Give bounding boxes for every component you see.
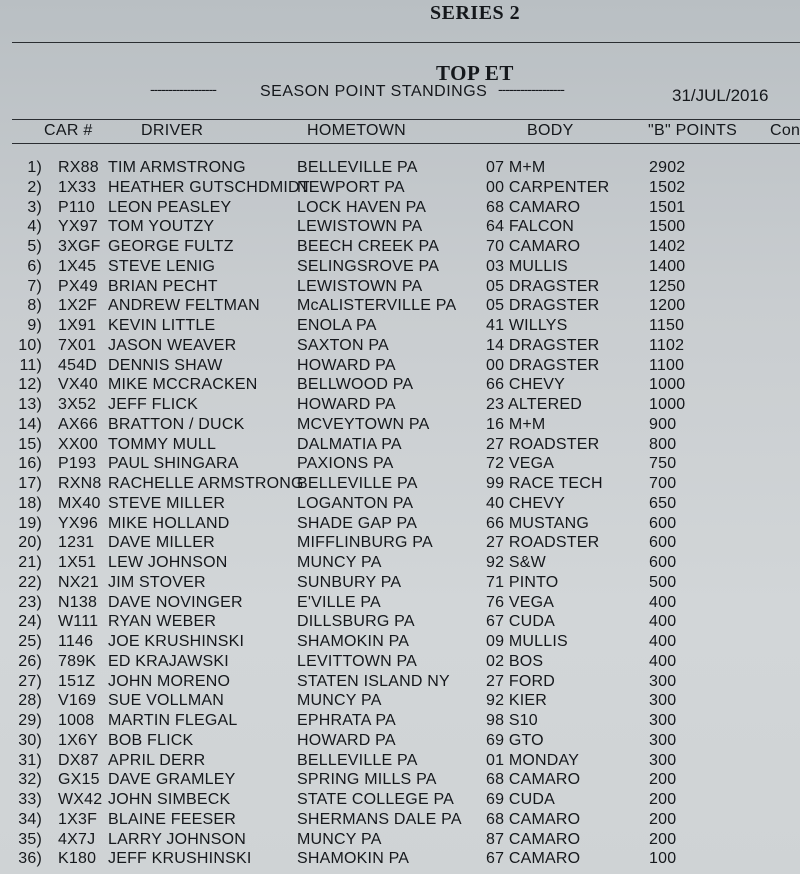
row-rank: 28)	[18, 692, 42, 710]
table-row	[0, 436, 800, 456]
row-hometown: E'VILLE PA	[297, 593, 381, 611]
row-rank: 12)	[18, 376, 42, 394]
page-subtitle: SEASON POINT STANDINGS	[260, 83, 488, 100]
row-body: 72 VEGA	[486, 455, 555, 473]
column-header-points: "B" POINTS	[648, 122, 738, 139]
row-car-number: YX96	[58, 514, 98, 532]
row-points: 1200	[649, 297, 686, 315]
header-divider-bottom	[12, 143, 800, 144]
table-row	[0, 297, 800, 317]
row-points: 300	[649, 731, 677, 749]
table-row	[0, 613, 800, 633]
row-driver: DAVE GRAMLEY	[108, 771, 236, 789]
row-body: 40 CHEVY	[486, 494, 565, 512]
series-heading: SERIES 2	[430, 2, 521, 24]
table-row	[0, 791, 800, 811]
row-rank: 7)	[27, 277, 42, 295]
row-points: 1000	[649, 396, 686, 413]
row-rank: 1)	[27, 159, 42, 176]
row-driver: SUE VOLLMAN	[108, 692, 225, 710]
row-hometown: ENOLA PA	[297, 317, 377, 334]
row-body: 68 CAMARO	[486, 771, 581, 789]
row-hometown: SHAMOKIN PA	[297, 850, 410, 868]
row-points: 300	[649, 712, 677, 729]
row-rank: 11)	[19, 356, 42, 374]
row-hometown: HOWARD PA	[297, 396, 396, 413]
row-rank: 3)	[27, 198, 42, 216]
row-points: 700	[649, 475, 677, 492]
row-driver: BOB FLICK	[108, 731, 194, 749]
row-points: 1100	[649, 356, 685, 374]
row-driver: RACHELLE ARMSTRONG	[108, 475, 304, 492]
row-car-number: 454D	[58, 356, 98, 374]
row-car-number: 4X7J	[58, 830, 96, 848]
row-body: 64 FALCON	[486, 218, 575, 236]
standings-table	[0, 159, 800, 870]
row-body: 98 S10	[486, 712, 538, 729]
row-car-number: RX88	[58, 159, 99, 176]
row-driver: LEON PEASLEY	[108, 198, 232, 216]
row-points: 400	[649, 613, 677, 631]
row-points: 400	[649, 593, 677, 611]
row-driver: GEORGE FULTZ	[108, 238, 234, 255]
row-car-number: NX21	[58, 573, 99, 591]
row-driver: STEVE MILLER	[108, 494, 226, 512]
row-hometown: STATEN ISLAND NY	[297, 672, 450, 690]
row-hometown: LEWISTOWN PA	[297, 218, 423, 236]
row-hometown: BELLEVILLE PA	[297, 159, 418, 176]
row-rank: 36)	[18, 850, 42, 868]
page-title: TOP ET	[436, 61, 514, 85]
row-car-number: 3X52	[58, 396, 97, 413]
table-row	[0, 258, 800, 278]
row-car-number: 789K	[58, 652, 97, 670]
row-driver: APRIL DERR	[108, 751, 206, 769]
row-car-number: 3XGF	[58, 238, 101, 255]
row-body: 05 DRAGSTER	[486, 297, 600, 315]
row-car-number: 1X91	[58, 317, 97, 334]
row-rank: 13)	[18, 396, 42, 413]
row-body: 27 ROADSTER	[486, 534, 600, 552]
row-points: 1501	[649, 198, 686, 216]
row-body: 99 RACE TECH	[486, 475, 603, 492]
row-hometown: NEWPORT PA	[297, 178, 405, 196]
table-row	[0, 278, 800, 298]
row-hometown: BEECH CREEK PA	[297, 238, 440, 255]
table-row	[0, 238, 800, 258]
row-points: 600	[649, 514, 677, 532]
row-body: 69 GTO	[486, 731, 544, 749]
row-body: 14 DRAGSTER	[486, 336, 600, 354]
table-row	[0, 515, 800, 535]
row-rank: 20)	[18, 534, 42, 552]
row-hometown: DALMATIA PA	[297, 435, 402, 453]
row-car-number: 1X3F	[58, 810, 98, 828]
row-car-number: 1X6Y	[58, 731, 98, 749]
row-rank: 8)	[27, 297, 42, 315]
row-hometown: SPRING MILLS PA	[297, 771, 437, 789]
row-points: 400	[649, 652, 677, 670]
row-hometown: LOGANTON PA	[297, 494, 414, 512]
table-row	[0, 218, 800, 238]
row-driver: JOHN SIMBECK	[108, 791, 231, 808]
row-car-number: 151Z	[58, 672, 96, 690]
row-body: 67 CUDA	[486, 613, 555, 631]
row-car-number: 1231	[58, 534, 95, 552]
row-hometown: HOWARD PA	[297, 356, 396, 374]
column-header-hometown: HOMETOWN	[307, 122, 406, 139]
column-header-extra: Con	[770, 122, 800, 139]
row-car-number: PX49	[58, 277, 98, 295]
row-rank: 16)	[18, 455, 42, 473]
row-rank: 19)	[18, 514, 42, 532]
row-driver: ANDREW FELTMAN	[108, 297, 260, 315]
row-points: 1250	[649, 277, 686, 295]
row-driver: JOHN MORENO	[108, 672, 231, 690]
row-hometown: STATE COLLEGE PA	[297, 791, 455, 808]
row-driver: MIKE HOLLAND	[108, 514, 230, 532]
row-driver: JIM STOVER	[108, 573, 206, 591]
row-rank: 29)	[18, 712, 42, 729]
row-body: 92 KIER	[486, 692, 547, 710]
row-points: 600	[649, 554, 677, 571]
row-rank: 17)	[18, 475, 42, 492]
row-points: 1500	[649, 218, 686, 236]
row-car-number: 1X51	[58, 554, 97, 571]
table-row	[0, 554, 800, 574]
row-car-number: K180	[58, 850, 97, 868]
row-driver: LARRY JOHNSON	[108, 830, 247, 848]
row-hometown: PAXIONS PA	[297, 455, 394, 473]
row-car-number: MX40	[58, 494, 101, 512]
row-rank: 22)	[18, 573, 42, 591]
row-driver: RYAN WEBER	[108, 613, 217, 631]
row-car-number: P110	[58, 198, 95, 216]
row-hometown: MUNCY PA	[297, 692, 382, 710]
row-car-number: 7X01	[58, 336, 97, 354]
row-hometown: SAXTON PA	[297, 336, 389, 354]
column-header-driver: DRIVER	[141, 122, 204, 139]
row-rank: 24)	[18, 613, 42, 631]
row-hometown: SHAMOKIN PA	[297, 633, 410, 650]
row-hometown: SUNBURY PA	[297, 573, 402, 591]
subtitle-dashes-right: ------------------	[498, 81, 564, 97]
row-driver: LEW JOHNSON	[108, 554, 228, 571]
row-points: 600	[649, 534, 677, 552]
row-body: 67 CAMARO	[486, 850, 581, 868]
row-car-number: W111	[58, 613, 99, 631]
row-hometown: MCVEYTOWN PA	[297, 415, 430, 433]
row-driver: JEFF FLICK	[108, 396, 199, 413]
row-hometown: SELINGSROVE PA	[297, 257, 440, 275]
row-rank: 21)	[18, 554, 42, 571]
column-header-car: CAR #	[44, 122, 93, 139]
row-points: 1150	[649, 317, 685, 334]
table-row	[0, 811, 800, 831]
subtitle-dashes-left: ------------------	[150, 81, 216, 97]
row-rank: 18)	[18, 494, 42, 512]
row-hometown: BELLEVILLE PA	[297, 751, 418, 769]
row-rank: 15)	[18, 435, 42, 453]
table-row	[0, 594, 800, 614]
row-points: 200	[649, 810, 677, 828]
row-car-number: 1X2F	[58, 297, 98, 315]
row-car-number: N138	[58, 593, 98, 611]
column-header-body: BODY	[527, 122, 574, 139]
row-rank: 5)	[27, 238, 42, 255]
row-car-number: VX40	[58, 376, 98, 394]
row-body: 07 M+M	[486, 159, 546, 176]
row-hometown: LEVITTOWN PA	[297, 652, 418, 670]
table-row	[0, 673, 800, 693]
row-body: 27 ROADSTER	[486, 435, 600, 453]
row-points: 1000	[649, 376, 686, 394]
row-body: 76 VEGA	[486, 593, 555, 611]
row-body: 03 MULLIS	[486, 257, 568, 275]
row-car-number: 1X33	[58, 178, 97, 196]
row-rank: 14)	[18, 415, 42, 433]
row-body: 09 MULLIS	[486, 633, 568, 650]
row-hometown: BELLEVILLE PA	[297, 475, 418, 492]
row-car-number: DX87	[58, 751, 99, 769]
row-rank: 2)	[27, 178, 42, 196]
row-body: 69 CUDA	[486, 791, 555, 808]
row-body: 70 CAMARO	[486, 238, 581, 255]
row-rank: 27)	[18, 672, 42, 690]
row-driver: JEFF KRUSHINSKI	[108, 850, 252, 868]
table-row	[0, 534, 800, 554]
row-hometown: LEWISTOWN PA	[297, 277, 423, 295]
table-row	[0, 653, 800, 673]
row-points: 100	[649, 850, 677, 868]
row-points: 900	[649, 415, 677, 433]
row-body: 01 MONDAY	[486, 751, 580, 769]
row-points: 200	[649, 771, 677, 789]
row-driver: KEVIN LITTLE	[108, 317, 216, 334]
top-divider	[12, 42, 800, 43]
row-hometown: McALISTERVILLE PA	[297, 297, 457, 315]
row-hometown: MUNCY PA	[297, 830, 382, 848]
row-driver: JASON WEAVER	[108, 336, 237, 354]
row-hometown: BELLWOOD PA	[297, 376, 414, 394]
row-driver: TOMMY MULL	[108, 435, 217, 453]
row-car-number: RXN8	[58, 475, 102, 492]
header-divider-top	[12, 119, 800, 120]
row-driver: TOM YOUTZY	[108, 218, 215, 236]
table-row	[0, 376, 800, 396]
row-rank: 34)	[18, 810, 42, 828]
row-driver: DAVE NOVINGER	[108, 593, 243, 611]
row-points: 300	[649, 692, 677, 710]
row-driver: ED KRAJAWSKI	[108, 652, 229, 670]
table-row	[0, 574, 800, 594]
row-rank: 10)	[18, 336, 42, 354]
row-points: 1400	[649, 257, 686, 275]
row-hometown: SHERMANS DALE PA	[297, 810, 462, 828]
row-points: 800	[649, 435, 677, 453]
row-points: 200	[649, 830, 677, 848]
row-rank: 25)	[18, 633, 42, 650]
row-body: 02 BOS	[486, 652, 544, 670]
table-row	[0, 495, 800, 515]
table-row	[0, 416, 800, 436]
row-car-number: 1146	[58, 633, 94, 650]
row-points: 750	[649, 455, 677, 473]
row-body: 71 PINTO	[486, 573, 559, 591]
row-body: 00 DRAGSTER	[486, 356, 600, 374]
table-row	[0, 771, 800, 791]
row-driver: MARTIN FLEGAL	[108, 712, 238, 729]
table-row	[0, 831, 800, 851]
table-row	[0, 199, 800, 219]
table-row	[0, 475, 800, 495]
row-hometown: MIFFLINBURG PA	[297, 534, 433, 552]
row-body: 92 S&W	[486, 554, 546, 571]
row-car-number: 1X45	[58, 257, 97, 275]
table-row	[0, 159, 800, 179]
row-car-number: XX00	[58, 435, 98, 453]
row-body: 68 CAMARO	[486, 198, 581, 216]
row-points: 1102	[649, 336, 685, 354]
row-hometown: HOWARD PA	[297, 731, 396, 749]
row-driver: DAVE MILLER	[108, 534, 215, 552]
row-car-number: WX42	[58, 791, 103, 808]
row-driver: BRATTON / DUCK	[108, 415, 245, 433]
row-driver: TIM ARMSTRONG	[108, 159, 246, 176]
row-points: 1402	[649, 238, 686, 255]
row-rank: 4)	[27, 218, 42, 236]
row-body: 16 M+M	[486, 415, 546, 433]
row-hometown: SHADE GAP PA	[297, 514, 418, 532]
row-body: 66 CHEVY	[486, 376, 565, 394]
row-points: 200	[649, 791, 677, 808]
table-row	[0, 732, 800, 752]
row-body: 23 ALTERED	[486, 396, 582, 413]
row-driver: DENNIS SHAW	[108, 356, 223, 374]
row-body: 05 DRAGSTER	[486, 277, 600, 295]
table-row	[0, 357, 800, 377]
row-points: 1502	[649, 178, 686, 196]
table-row	[0, 692, 800, 712]
row-points: 500	[649, 573, 677, 591]
row-rank: 6)	[27, 257, 42, 275]
row-body: 27 FORD	[486, 672, 555, 690]
row-body: 68 CAMARO	[486, 810, 581, 828]
row-body: 87 CAMARO	[486, 830, 581, 848]
row-hometown: DILLSBURG PA	[297, 613, 415, 631]
row-car-number: P193	[58, 455, 97, 473]
row-points: 300	[649, 751, 677, 769]
row-car-number: YX97	[58, 218, 98, 236]
table-row	[0, 396, 800, 416]
row-body: 00 CARPENTER	[486, 178, 610, 196]
row-rank: 9)	[27, 317, 42, 334]
row-rank: 26)	[18, 652, 42, 670]
row-rank: 33)	[18, 791, 42, 808]
table-row	[0, 337, 800, 357]
table-row	[0, 712, 800, 732]
row-driver: JOE KRUSHINSKI	[108, 633, 245, 650]
row-car-number: AX66	[58, 415, 98, 433]
row-body: 41 WILLYS	[486, 317, 568, 334]
row-rank: 31)	[18, 751, 42, 769]
table-row	[0, 455, 800, 475]
row-hometown: LOCK HAVEN PA	[297, 198, 427, 216]
table-row	[0, 179, 800, 199]
table-row	[0, 633, 800, 653]
row-points: 400	[649, 633, 677, 650]
row-rank: 30)	[18, 731, 42, 749]
row-driver: BRIAN PECHT	[108, 277, 218, 295]
row-hometown: EPHRATA PA	[297, 712, 396, 729]
row-rank: 32)	[18, 771, 42, 789]
row-car-number: GX15	[58, 771, 100, 789]
report-date: 31/JUL/2016	[672, 86, 769, 105]
row-rank: 23)	[18, 593, 42, 611]
row-body: 66 MUSTANG	[486, 514, 590, 532]
table-row	[0, 850, 800, 870]
row-points: 650	[649, 494, 677, 512]
row-driver: STEVE LENIG	[108, 257, 216, 275]
row-driver: PAUL SHINGARA	[108, 455, 239, 473]
row-points: 2902	[649, 159, 686, 176]
row-driver: HEATHER GUTSCHDMIDT	[108, 178, 310, 196]
table-row	[0, 752, 800, 772]
row-driver: BLAINE FEESER	[108, 810, 236, 828]
row-points: 300	[649, 672, 677, 690]
row-driver: MIKE MCCRACKEN	[108, 376, 258, 394]
row-hometown: MUNCY PA	[297, 554, 382, 571]
row-rank: 35)	[18, 830, 42, 848]
row-car-number: 1008	[58, 712, 95, 729]
table-row	[0, 317, 800, 337]
row-car-number: V169	[58, 692, 97, 710]
